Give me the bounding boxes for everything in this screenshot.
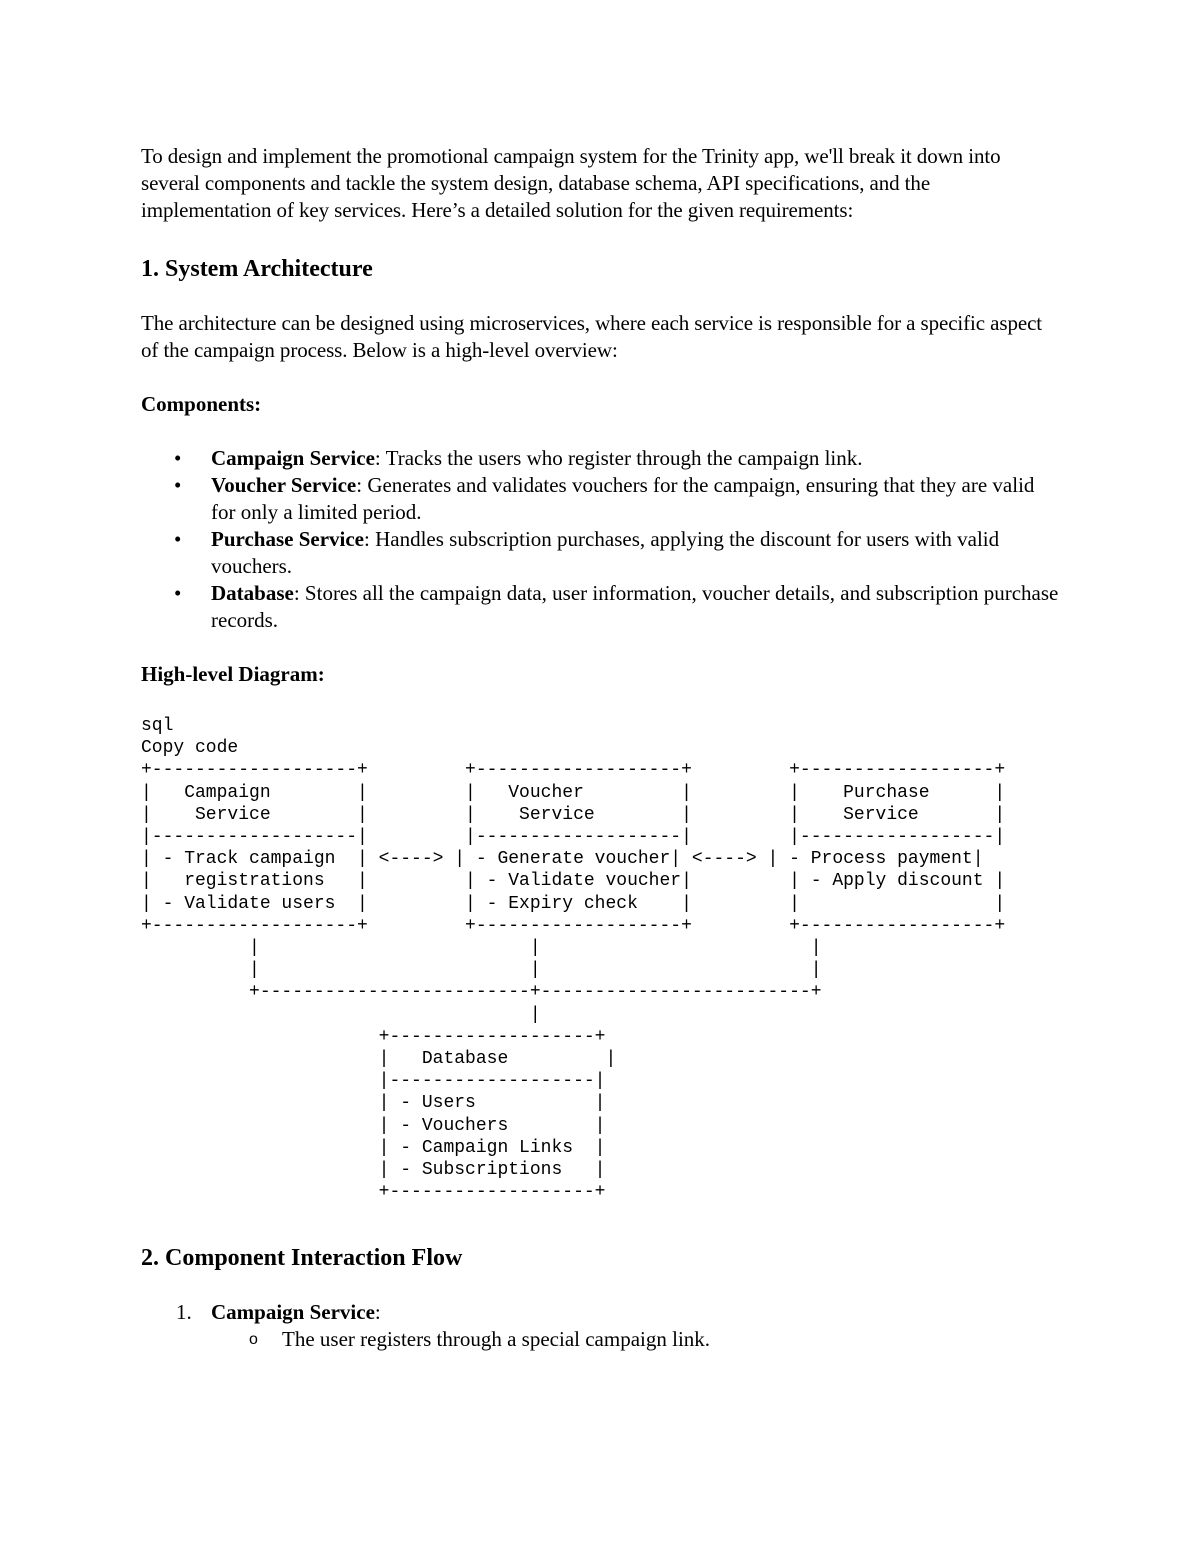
document-page: [141, 143, 1061, 1353]
ascii-architecture-diagram: +-------------------+ +-------------------+ +------------------+ | Campaign | | Voucher | | Purchase | | Service | | Service | | Service | |-------------------| |-------------------| |------------------| | - Track campaign | <----> | - Generate voucher| <----> | - Process payment| | registrations | | - Validate voucher| | - Apply discount | | - Validate users | | - Expiry check | | | +-------------------+ +-------------------+ +------------------+ | | | | | | +-------------------------+-------------------------+ | +-------------------+ | Database | |-------------------| | - Users | | - Vouchers | | - Campaign Links | | - Subscriptions | +-------------------+: [141, 760, 1006, 1203]
component-term: Database: [211, 581, 294, 605]
step-term: Campaign Service: [211, 1300, 375, 1325]
copy-code-label: Copy code: [141, 738, 239, 759]
component-term: Purchase Service: [211, 527, 364, 551]
step-suffix: :: [374, 1300, 381, 1325]
component-desc: : Handles subscription purchases, applying the discount for users with valid vouchers.: [211, 527, 1000, 578]
list-item: [141, 1299, 1061, 1353]
section-heading-component-interaction: 2. Component Interaction Flow: [141, 1245, 463, 1272]
component-term: Voucher Service: [211, 473, 357, 497]
code-block: [141, 715, 1061, 1203]
component-desc: : Generates and validates vouchers for the campaign, ensuring that they are valid for only a limited period.: [211, 473, 1035, 524]
component-desc: : Tracks the users who register through the campaign link.: [374, 446, 863, 470]
interaction-steps: [141, 1299, 1061, 1353]
diagram-label: High-level Diagram:: [141, 662, 325, 686]
bullet-icon: •: [174, 473, 182, 497]
list-item: [141, 580, 1061, 634]
list-item: [141, 1326, 1061, 1353]
step-sub-list: [141, 1326, 1061, 1353]
list-item: [141, 472, 1061, 526]
sub-item-text: The user registers through a special campaign link.: [282, 1327, 711, 1352]
components-label: Components:: [141, 392, 262, 416]
bullet-icon: •: [174, 527, 182, 551]
list-item: [141, 445, 1061, 472]
code-language-label: sql: [141, 716, 174, 736]
intro-paragraph: To design and implement the promotional campaign system for the Trinity app, we'll break it down into several components and tackle the system design, database schema, API specifications, and the implementation of key services. Here’s a detailed solution for the given requirements:: [141, 144, 1001, 222]
section-heading-system-architecture: 1. System Architecture: [141, 256, 373, 282]
component-term: Campaign Service: [211, 446, 375, 470]
component-desc: : Stores all the campaign data, user information, voucher details, and subscription purchase records.: [211, 581, 1059, 632]
circle-bullet-icon: o: [249, 1331, 258, 1349]
components-list: [141, 445, 1061, 634]
step-number: 1.: [176, 1300, 192, 1325]
list-item: [141, 526, 1061, 580]
architecture-paragraph: The architecture can be designed using microservices, where each service is responsible for a specific aspect of the campaign process. Below is a high-level overview:: [141, 311, 1043, 362]
bullet-icon: •: [174, 446, 182, 470]
bullet-icon: •: [174, 581, 182, 605]
